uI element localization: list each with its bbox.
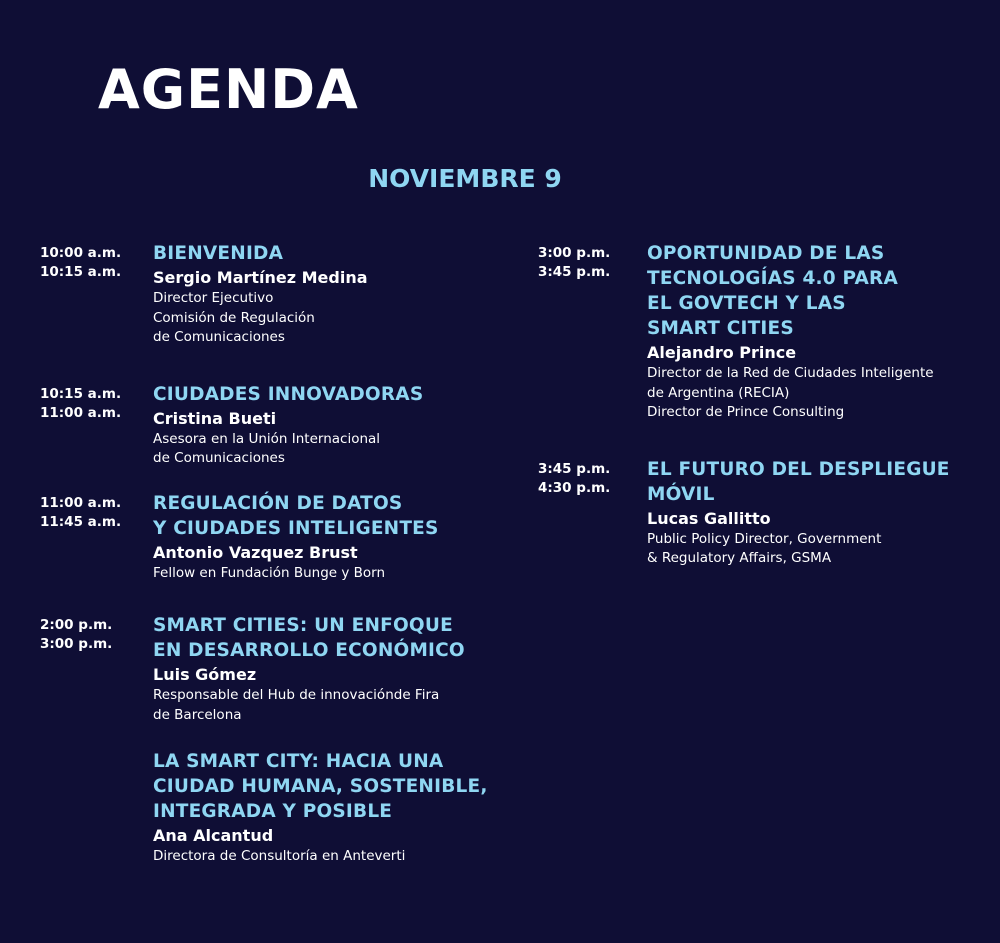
session-speaker-role: Public Policy Director, Government & Regulatory Affairs, GSMA (647, 530, 882, 566)
session-speaker-role: Director de la Red de Ciudades Inteligente de Argentina (RECIA) Director de Prince Consulting (647, 365, 934, 420)
session-title: EL FUTURO DEL DESPLIEGUE MÓVIL (647, 458, 950, 505)
session-title: BIENVENIDA (153, 243, 284, 264)
page-title: AGENDA (98, 58, 359, 121)
session-ciudades-innovadoras (40, 382, 510, 469)
session-title: LA SMART CITY: HACIA UNA CIUDAD HUMANA, SOSTENIBLE, INTEGRADA Y POSIBLE (153, 751, 488, 822)
session-time: 2:00 p.m. 3:00 p.m. (40, 617, 113, 652)
session-speaker: Cristina Bueti (153, 408, 277, 428)
session-speaker-role: Director Ejecutivo Comisión de Regulación de Comunicaciones (153, 290, 315, 345)
session-speaker: Lucas Gallitto (647, 508, 771, 528)
session-speaker: Antonio Vazquez Brust (153, 542, 358, 562)
session-speaker-role: Responsable del Hub de innovaciónde Fira de Barcelona (153, 687, 440, 723)
session-speaker-role: Fellow en Fundación Bunge y Born (153, 564, 386, 581)
session-time: 3:00 p.m. 3:45 p.m. (538, 245, 611, 280)
session-time: 11:00 a.m. 11:45 a.m. (40, 494, 122, 530)
session-speaker: Alejandro Prince (647, 343, 797, 362)
session-smart-cities-enfoque (40, 613, 510, 725)
session-title: OPORTUNIDAD DE LAS TECNOLOGÍAS 4.0 PARA EL GOVTECH Y LAS SMART CITIES (647, 243, 899, 339)
session-speaker: Luis Gómez (153, 665, 257, 684)
session-time: 3:45 p.m. 4:30 p.m. (538, 460, 611, 496)
agenda-date: NOVIEMBRE 9 (368, 164, 562, 193)
agenda-column-left (40, 241, 510, 867)
session-time: 10:15 a.m. 11:00 a.m. (40, 385, 122, 421)
agenda-column-right (538, 241, 978, 569)
session-title: CIUDADES INNOVADORAS (153, 383, 424, 405)
session-speaker-role: Asesora en la Unión Internacional de Comunicaciones (153, 430, 381, 466)
session-futuro-despliegue-movil (538, 457, 978, 569)
session-speaker-role: Directora de Consultoría en Anteverti (153, 848, 406, 864)
session-bienvenida (40, 241, 510, 348)
session-title: REGULACIÓN DE DATOS Y CIUDADES INTELIGENTES (153, 492, 439, 539)
session-regulacion-datos (40, 491, 510, 584)
session-speaker: Sergio Martínez Medina (153, 268, 368, 287)
session-time: 10:00 a.m. 10:15 a.m. (40, 245, 122, 280)
session-speaker: Ana Alcantud (153, 826, 274, 845)
session-title: SMART CITIES: UN ENFOQUE EN DESARROLLO ECONÓMICO (153, 615, 465, 661)
session-smart-city-humana (40, 749, 510, 867)
session-oportunidad-tecnologias (538, 241, 978, 423)
